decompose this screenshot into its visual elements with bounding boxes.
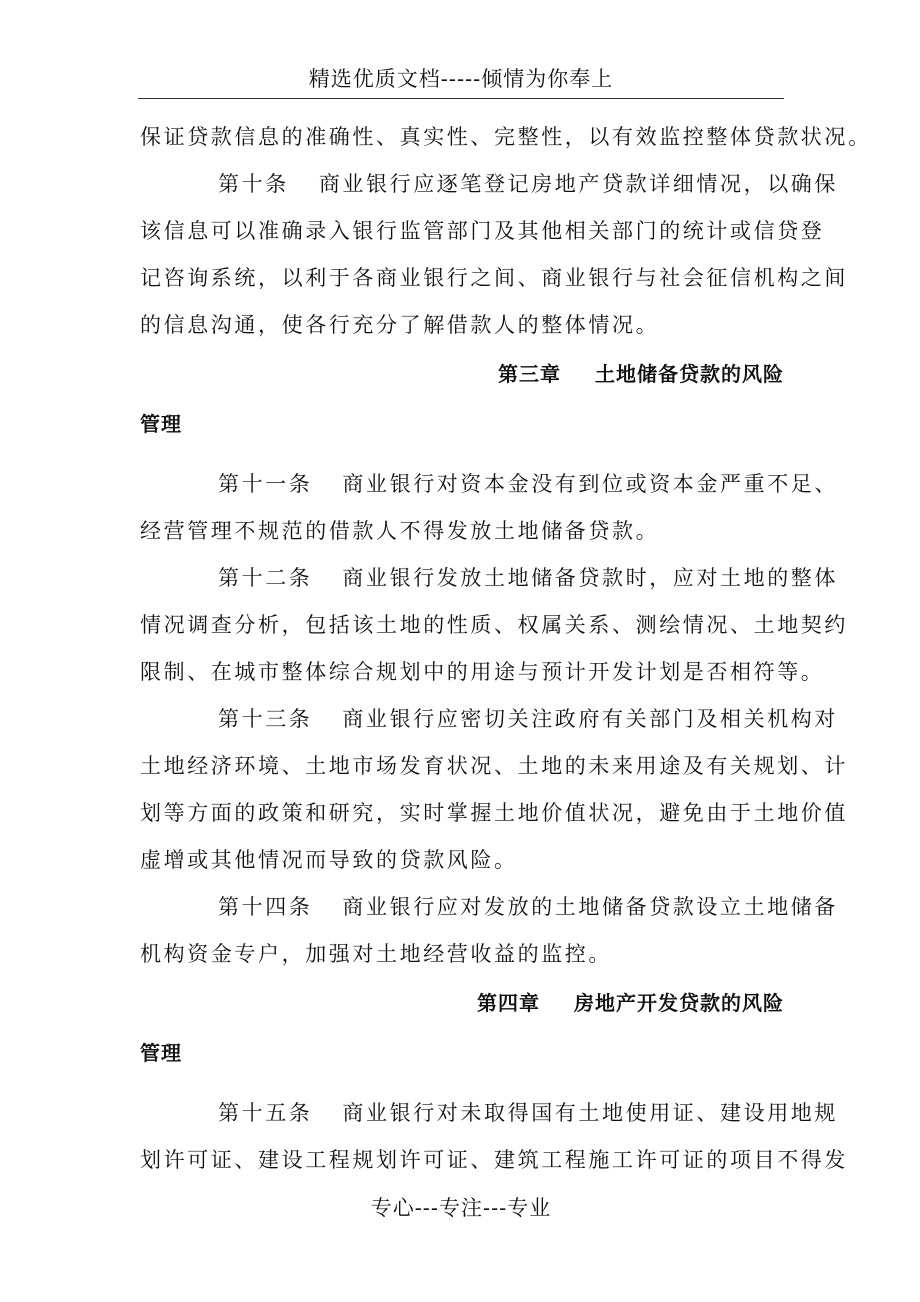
- article-15-line: [140, 1090, 839, 1137]
- page-footer: 专心---专注---专业: [370, 1196, 552, 1220]
- paragraph-line: 机构资金专户，加强对土地经营收益的监控。: [140, 942, 612, 966]
- chapter-3-heading: [140, 349, 784, 399]
- article-number: 第十一条: [218, 472, 313, 496]
- chapter-number: 第四章: [477, 991, 540, 1015]
- article-10-line: [140, 161, 839, 208]
- chapter-3-heading-cont: 管理: [140, 412, 182, 436]
- article-number: 第十五条: [218, 1101, 313, 1125]
- article-text: 商业银行应密切关注政府有关部门及相关机构对: [342, 707, 839, 731]
- article-number: 第十四条: [218, 895, 313, 919]
- document-body: [140, 114, 872, 1184]
- paragraph-line: 保证贷款信息的准确性、真实性、完整性，以有效监控整体贷款状况。: [140, 125, 872, 149]
- chapter-4-heading: [140, 978, 784, 1028]
- paragraph-line: 记咨询系统，以利于各商业银行之间、商业银行与社会征信机构之间: [140, 266, 848, 290]
- paragraph-line: 该信息可以准确录入银行监管部门及其他相关部门的统计或信贷登: [140, 219, 825, 243]
- paragraph-line: 划许可证、建设工程规划许可证、建筑工程施工许可证的项目不得发: [140, 1148, 848, 1172]
- paragraph-line: 经营管理不规范的借款人不得发放土地储备贷款。: [140, 519, 660, 543]
- article-text: 商业银行应逐笔登记房地产贷款详细情况，以确保: [318, 172, 839, 196]
- header-divider: [138, 98, 784, 99]
- paragraph-line: 情况调查分析，包括该土地的性质、权属关系、测绘情况、土地契约: [140, 613, 848, 637]
- chapter-number: 第三章: [498, 362, 561, 386]
- chapter-title: 土地储备贷款的风险: [595, 362, 784, 386]
- article-14-line: [140, 884, 839, 931]
- article-12-line: [140, 555, 839, 602]
- paragraph-line: 限制、在城市整体综合规划中的用途与预计开发计划是否相符等。: [140, 660, 825, 684]
- article-text: 商业银行应对发放的土地储备贷款设立土地储备: [342, 895, 839, 919]
- article-11-line: [140, 461, 839, 508]
- chapter-4-heading-cont: 管理: [140, 1041, 182, 1065]
- article-13-line: [140, 696, 839, 743]
- page-header: 精选优质文档-----倾情为你奉上: [308, 67, 614, 91]
- article-number: 第十二条: [218, 566, 313, 590]
- article-number: 第十条: [218, 172, 289, 196]
- paragraph-line: 虚增或其他情况而导致的贷款风险。: [140, 848, 518, 872]
- article-text: 商业银行对未取得国有土地使用证、建设用地规: [342, 1101, 839, 1125]
- chapter-title: 房地产开发贷款的风险: [574, 991, 784, 1015]
- paragraph-line: 土地经济环境、土地市场发育状况、土地的未来用途及有关规划、计: [140, 754, 848, 778]
- paragraph-line: 的信息沟通，使各行充分了解借款人的整体情况。: [140, 313, 660, 337]
- article-number: 第十三条: [218, 707, 313, 731]
- article-text: 商业银行对资本金没有到位或资本金严重不足、: [342, 472, 839, 496]
- paragraph-line: 划等方面的政策和研究，实时掌握土地价值状况，避免由于土地价值: [140, 801, 848, 825]
- article-text: 商业银行发放土地储备贷款时，应对土地的整体: [342, 566, 839, 590]
